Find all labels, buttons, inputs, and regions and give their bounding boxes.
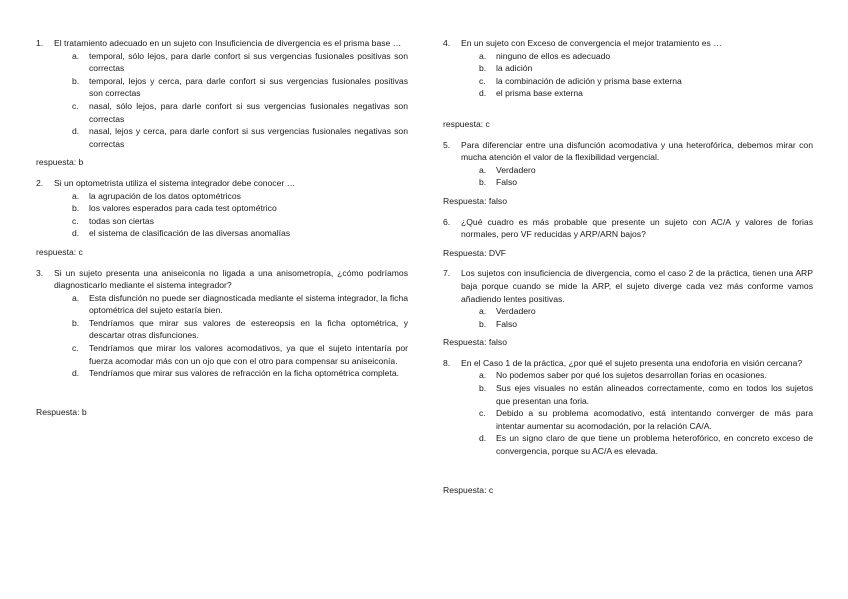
question-text: En un sujeto con Exceso de convergencia el mejor tratamiento es … — [461, 38, 722, 48]
question-number: 6. — [443, 216, 451, 227]
question-text: ¿Qué cuadro es más probable que presente un sujeto con AC/A y valores de forias normales, pero VF reducidas y ARP/ARN bajos? — [461, 216, 813, 240]
option-letter: b. — [479, 177, 487, 188]
option-letter: c. — [479, 75, 486, 86]
option-text: la combinación de adición y prisma base externa — [496, 75, 682, 86]
option-b — [461, 318, 813, 331]
answer-8: Respuesta: c — [443, 484, 494, 495]
question-text: Si un optometrista utiliza el sistema integrador debe conocer … — [54, 177, 296, 188]
option-text: Verdadero — [496, 164, 536, 175]
option-text: nasal, lejos y cerca, para darle confort si sus vergencias fusionales negativas son correctas — [89, 126, 408, 149]
option-a — [461, 305, 813, 318]
option-text: Falso — [496, 318, 518, 329]
option-c — [461, 407, 813, 432]
option-text: ninguno de ellos es adecuado — [496, 50, 611, 61]
question-5 — [443, 139, 813, 189]
option-letter: d. — [479, 88, 487, 99]
option-b — [461, 62, 813, 75]
option-text: No podemos saber por qué los sujetos desarrollan forias en ocasiones. — [496, 370, 767, 381]
option-letter: a. — [479, 306, 487, 317]
option-d — [54, 227, 408, 240]
option-letter: a. — [479, 370, 487, 381]
options-list — [54, 50, 408, 151]
question-1 — [36, 37, 408, 150]
option-text: Sus ejes visuales no están alineados correctamente, como en todos los sujetos que presentan una foria. — [496, 383, 813, 406]
option-letter: a. — [72, 190, 80, 201]
question-6 — [443, 216, 813, 241]
option-letter: a. — [72, 50, 80, 61]
option-text: Debido a su problema acomodativo, está intentando converger de más para intentar aumentar su acomodación, por la relación CA/A. — [496, 408, 813, 431]
options-list — [54, 190, 408, 240]
option-letter: c. — [72, 100, 79, 111]
option-text: Tendríamos que mirar sus valores de estereopsis en la ficha optométrica, y descartar otras disfunciones. — [89, 317, 408, 341]
question-text: El tratamiento adecuado en un sujeto con Insuficiencia de divergencia es el prisma base … — [54, 38, 402, 48]
question-2 — [36, 177, 408, 240]
option-b — [54, 202, 408, 215]
option-text: los valores esperados para cada test optométrico — [89, 203, 277, 214]
option-text: todas son ciertas — [89, 215, 154, 226]
options-list — [54, 292, 408, 380]
option-letter: a. — [72, 292, 80, 303]
option-text: Verdadero — [496, 306, 536, 317]
option-a — [54, 190, 408, 203]
options-list — [461, 164, 813, 189]
option-d — [54, 367, 408, 380]
option-letter: a. — [479, 50, 487, 61]
options-list — [461, 369, 813, 457]
answer-5: Respuesta: falso — [443, 195, 508, 206]
option-d — [54, 125, 408, 150]
left-column — [36, 37, 408, 426]
option-b — [54, 317, 408, 342]
question-number: 3. — [36, 267, 44, 278]
option-letter: b. — [479, 63, 487, 74]
option-b — [54, 75, 408, 100]
question-8 — [443, 357, 813, 458]
option-letter: d. — [72, 126, 80, 137]
answer-2: respuesta: c — [36, 246, 83, 257]
question-text: En el Caso 1 de la práctica, ¿por qué el sujeto presenta una endoforia en visión cercana? — [461, 357, 803, 368]
question-number: 4. — [443, 38, 451, 48]
right-column — [443, 37, 813, 504]
option-text: Esta disfunción no puede ser diagnosticada mediante el sistema integrador, la ficha optométrica del sujeto estaría bien. — [89, 292, 408, 316]
option-text: la adición — [496, 63, 533, 74]
option-letter: b. — [72, 203, 80, 214]
option-c — [461, 75, 813, 88]
question-number: 1. — [36, 38, 44, 48]
option-c — [54, 100, 408, 125]
option-text: Tendríamos que mirar sus valores de refracción en la ficha optométrica completa. — [89, 368, 399, 379]
option-text: el prisma base externa — [496, 88, 583, 99]
option-b — [461, 382, 813, 407]
question-text: Si un sujeto presenta una aniseiconía no ligada a una anisometropía, ¿cómo podríamos diagnosticarlo mediante el sistema integrador? — [54, 267, 408, 291]
options-list — [461, 50, 813, 100]
option-text: nasal, sólo lejos, para darle confort si sus vergencias fusionales negativas son correctas — [89, 100, 408, 124]
options-list — [461, 305, 813, 330]
option-letter: b. — [479, 383, 487, 394]
answer-6: Respuesta: DVF — [443, 247, 507, 258]
question-text: Los sujetos con insuficiencia de divergencia, como el caso 2 de la práctica, tienen una ARP baja porque cuando se mide la ARP, el sujeto diverge cada vez más conforme vamos añadiendo lentes positivas. — [461, 268, 813, 304]
option-text: Tendríamos que mirar los valores acomodativos, ya que el sujeto intentaría por fuerza acomodar más con un ojo que con el otro para compensar su aniseiconía. — [89, 343, 408, 366]
option-letter: b. — [479, 318, 487, 329]
question-4 — [443, 37, 813, 100]
option-letter: d. — [72, 368, 80, 379]
option-c — [54, 215, 408, 228]
option-letter: b. — [72, 75, 80, 86]
option-letter: c. — [479, 408, 486, 419]
answer-7: Respuesta: falso — [443, 337, 508, 348]
question-3 — [36, 267, 408, 380]
option-text: temporal, sólo lejos, para darle confort si sus vergencias fusionales positivas son correctas — [89, 50, 408, 74]
option-letter: c. — [72, 215, 79, 226]
option-text: Falso — [496, 177, 518, 188]
option-a — [54, 50, 408, 75]
answer-4: respuesta: c — [443, 118, 490, 129]
answer-1: respuesta: b — [36, 157, 84, 168]
option-letter: a. — [479, 164, 487, 175]
option-letter: d. — [479, 433, 487, 444]
option-letter: b. — [72, 317, 80, 328]
question-number: 8. — [443, 357, 451, 368]
question-number: 7. — [443, 268, 451, 279]
question-7 — [443, 267, 813, 330]
option-a — [461, 50, 813, 63]
question-number: 2. — [36, 177, 44, 188]
option-letter: d. — [72, 228, 80, 239]
option-d — [461, 87, 813, 100]
question-number: 5. — [443, 139, 451, 150]
question-text: Para diferenciar entre una disfunción acomodativa y una heterofórica, debemos mirar con mucha atención el valor de la flexibilidad vergencial. — [461, 139, 813, 163]
option-a — [461, 369, 813, 382]
option-a — [54, 292, 408, 317]
option-c — [54, 342, 408, 367]
option-text: temporal, lejos y cerca, para darle confort si sus vergencias fusionales positivas son correctas — [89, 75, 408, 99]
option-letter: c. — [72, 343, 79, 354]
option-text: la agrupación de los datos optométricos — [89, 190, 241, 201]
option-d — [461, 432, 813, 457]
option-text: el sistema de clasificación de las diversas anomalías — [89, 228, 291, 239]
option-a — [461, 164, 813, 177]
answer-3: Respuesta: b — [36, 406, 87, 417]
option-text: Es un signo claro de que tiene un problema heterofórico, en concreto exceso de convergencia, porque su AC/A es elevada. — [496, 433, 813, 457]
option-b — [461, 176, 813, 189]
